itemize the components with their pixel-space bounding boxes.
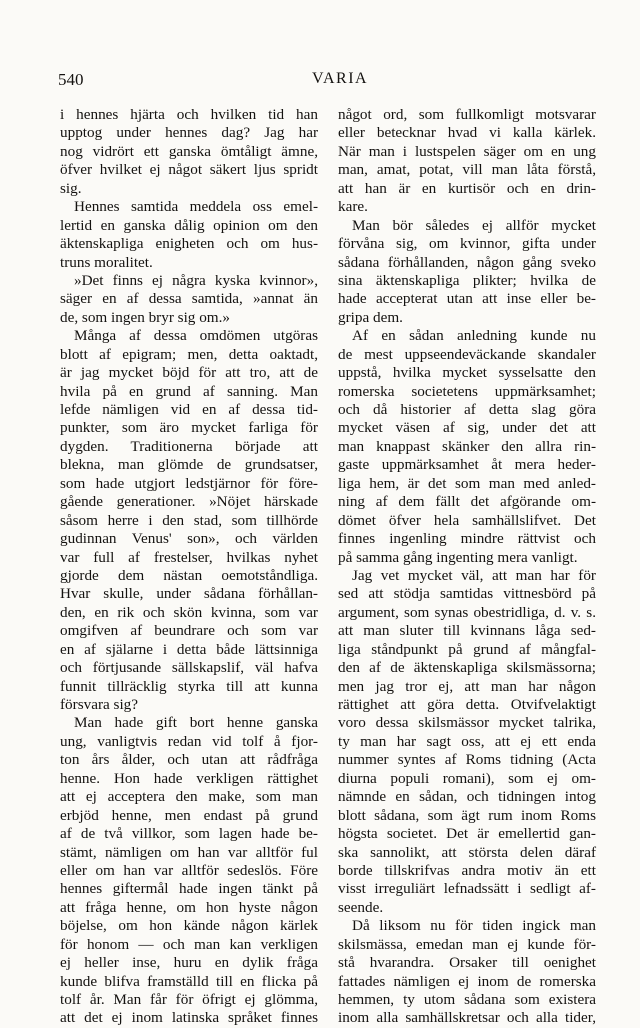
text-line: voro dessa skilsmässor mycket talrika, xyxy=(338,714,596,732)
text-line: kunde blifva framställd till en flicka på xyxy=(60,972,318,990)
text-line: hemmen, ty utom sådana som existera xyxy=(338,991,596,1008)
text-line: liga hem, är det som man med anled- xyxy=(338,474,596,492)
text-line: kare. xyxy=(338,198,368,216)
text-line: och då historier af detta slag göra xyxy=(338,401,596,418)
text-line: något ord, som fullkomligt motsvarar xyxy=(338,106,596,123)
text-line: försvara sig? xyxy=(60,696,139,713)
text-line: förvåna sig, om kvinnor, gifta under xyxy=(338,235,596,253)
text-line: diurna populi romani), som ej om- xyxy=(338,769,596,787)
text-line: ning af dem fällt det afgörande om- xyxy=(338,493,596,511)
text-line: såsom herre i den stad, som tillhörde xyxy=(60,511,318,529)
page-header xyxy=(0,70,640,92)
text-line: fattades nämligen ej inom de romerska xyxy=(338,972,596,990)
text-line: gående generationer. »Nöjet härskade xyxy=(60,493,318,511)
text-line: Många af dessa omdömen utgöras xyxy=(74,327,318,345)
text-line: nummer syntes af Roms tidning (Acta xyxy=(338,751,596,769)
text-line: att fråga henne, om hon hyste någon xyxy=(60,898,318,916)
text-line: skilsmässa, emedan man ej kunde för- xyxy=(338,935,596,953)
text-line: liga ståndpunkt på grund af mångfal- xyxy=(338,640,596,658)
text-line: finnes ingenling mindre rättvist och xyxy=(338,530,596,548)
text-line: och förtjusande sällskapslif, väl hafva xyxy=(60,659,318,677)
text-line: blott af epigram; men, detta oaktadt, xyxy=(60,345,318,363)
text-line: är jag mycket böjd för att tro, att de xyxy=(60,364,318,382)
text-line: blott sådana, som ägt rum inom Roms xyxy=(338,806,596,824)
text-line: att han är en kurtisör och en drin- xyxy=(338,179,596,197)
text-line: dygden. Traditionerna började att xyxy=(60,437,318,455)
text-line: äktenskapliga enigheten och om hus- xyxy=(60,235,318,253)
text-line: böjelse, om hon kände någon kärlek xyxy=(60,917,318,935)
text-line: eller om han var alltför sedeslös. Före xyxy=(60,861,318,879)
text-line: uppstå, hvilka mycket sysselsatte den xyxy=(338,364,596,382)
text-line: dömet öfver hela samhällslifvet. Det xyxy=(338,511,596,529)
text-line: omgifven af beundrare och som var xyxy=(60,622,318,640)
text-line: Af en sådan anledning kunde nu xyxy=(352,327,596,345)
text-line: gripa dem. xyxy=(338,308,403,326)
text-line: den, en rik och skön kvinna, som var xyxy=(60,603,318,621)
text-line: funnit tillräcklig styrka till att kunna xyxy=(60,677,318,695)
text-line: Då liksom nu för tiden ingick man xyxy=(352,917,596,935)
text-line: rättighet att göra detta. Otvifvelaktigt xyxy=(338,696,596,713)
text-line: men jag tror ej, att man har någon xyxy=(338,677,596,695)
text-line: upptog under hennes dag? Jag har xyxy=(60,124,318,142)
text-line: sig. xyxy=(60,179,82,197)
text-line: som hade utgjort ledstjärnor för före- xyxy=(60,474,318,492)
text-line: de mest uppseendeväckande skandaler xyxy=(338,345,596,363)
text-line: en af själarne i detta både lättsinniga xyxy=(60,640,318,658)
text-line: inom alla samhällskretsar och alla tider, xyxy=(338,1009,596,1027)
text-line: ska sannolikt, att största delen däraf xyxy=(338,843,596,861)
text-line: lertid en ganska dålig opinion om den xyxy=(60,216,318,234)
text-line: lefde nämligen vid en af dessa tid- xyxy=(60,401,318,418)
text-line: Hennes samtida meddela oss emel- xyxy=(74,198,318,216)
right-text-column xyxy=(338,106,596,1028)
text-line: gjorde dem nästan oemotståndliga. xyxy=(60,566,318,584)
text-line: den af de äktenskapliga skilsmässorna; xyxy=(338,659,596,677)
text-line: stå hvarandra. Orsaker till oenighet xyxy=(338,954,596,972)
text-line: hade accepterat utan att inse eller be- xyxy=(338,290,596,308)
text-line: man, amat, potat, vill man låta förstå, xyxy=(338,161,596,179)
page-number: 540 xyxy=(58,70,84,89)
text-line: nämnde en sådan, och tidningen intog xyxy=(338,788,596,806)
text-line: gaste uppmärksamhet åt mera heder- xyxy=(338,456,596,474)
text-line: punkter, som äro mycket farliga för xyxy=(60,419,318,437)
text-line: mycket väsen af sig, under det att xyxy=(338,419,596,437)
text-line: henne. Hon hade verkligen rättighet xyxy=(60,769,318,787)
text-line: När man i lustspelen säger om en ung xyxy=(338,142,596,160)
text-line: hennes giftermål hade ingen tänkt på xyxy=(60,880,318,898)
text-line: öfver hvilket ej något säkert ljus spridt xyxy=(60,161,318,179)
text-line: Hvar skulle, under sådana förhållan- xyxy=(60,585,318,603)
text-line: af de två villkor, som lagen hade be- xyxy=(60,825,318,843)
text-line: var full af frestelser, hvilkas nyhet xyxy=(60,548,318,566)
text-line: visst irreguliärt lefnadssätt i sedligt af- xyxy=(338,880,596,898)
text-line: »Det finns ej några kyska kvinnor», xyxy=(74,271,318,289)
text-line: sådana förhållanden, någon gång sveko xyxy=(338,253,596,271)
text-line: eller betecknar hvad vi kalla kärlek. xyxy=(338,124,596,142)
text-line: tolf år. Man får för öfrigt ej glömma, xyxy=(60,991,318,1008)
text-line: att man sluter till kvinnans låga sed- xyxy=(338,622,596,640)
text-line: nog vidrört ett ganska ömtåligt ämne, xyxy=(60,142,318,160)
text-line: seende. xyxy=(338,898,384,916)
text-line: borde tillskrifvas andra motiv än ett xyxy=(338,861,596,879)
text-line: sed att stödja samtidas vittnesbörd på xyxy=(338,585,596,603)
text-line: på samma gång ingenting mera vanligt. xyxy=(338,548,578,566)
text-line: ej heller inse, huru en dylik fråga xyxy=(60,954,318,972)
text-line: truns moralitet. xyxy=(60,253,153,271)
text-line: sina äktenskapliga plikter; hvilka de xyxy=(338,271,596,289)
text-line: högsta societet. Det är emellertid gan- xyxy=(338,825,596,843)
text-line: man knappast skänker den allra rin- xyxy=(338,437,596,455)
left-text-column xyxy=(60,106,318,1028)
text-line: hvila på en grund af sanning. Man xyxy=(60,382,318,400)
text-line: blekna, man glömde de grundsatser, xyxy=(60,456,318,474)
text-line: gudinnan Venus' son», och världen xyxy=(60,530,318,548)
text-line: de, som ingen bryr sig om.» xyxy=(60,308,230,326)
text-line: argument, som synas obestridliga, d. v. s. xyxy=(338,603,596,621)
text-line: Jag vet mycket väl, att man har för xyxy=(352,566,596,584)
text-line: Man hade gift bort henne ganska xyxy=(74,714,318,732)
text-line: romerska societetens uppmärksamhet; xyxy=(338,382,596,400)
text-line: ton års ålder, och utan att rådfråga xyxy=(60,751,318,769)
text-line: ty man har sagt oss, att ej ett enda xyxy=(338,732,596,750)
text-line: säger en af dessa samtida, »annat än xyxy=(60,290,318,308)
text-line: att det ej inom latinska språket finnes xyxy=(60,1009,318,1027)
running-title: VARIA xyxy=(312,70,369,87)
text-line: att ej acceptera den make, som man xyxy=(60,788,318,806)
text-line: erbjöd henne, men endast på grund xyxy=(60,806,318,824)
text-line: Man bör således ej allför mycket xyxy=(352,216,596,234)
text-line: stämt, nämligen om han var alltför ful xyxy=(60,843,318,861)
text-line: ung, vanligtvis redan vid tolf å fjor- xyxy=(60,732,318,750)
text-line: i hennes hjärta och hvilken tid han xyxy=(60,106,318,123)
text-line: för honom — och man kan verkligen xyxy=(60,935,318,953)
